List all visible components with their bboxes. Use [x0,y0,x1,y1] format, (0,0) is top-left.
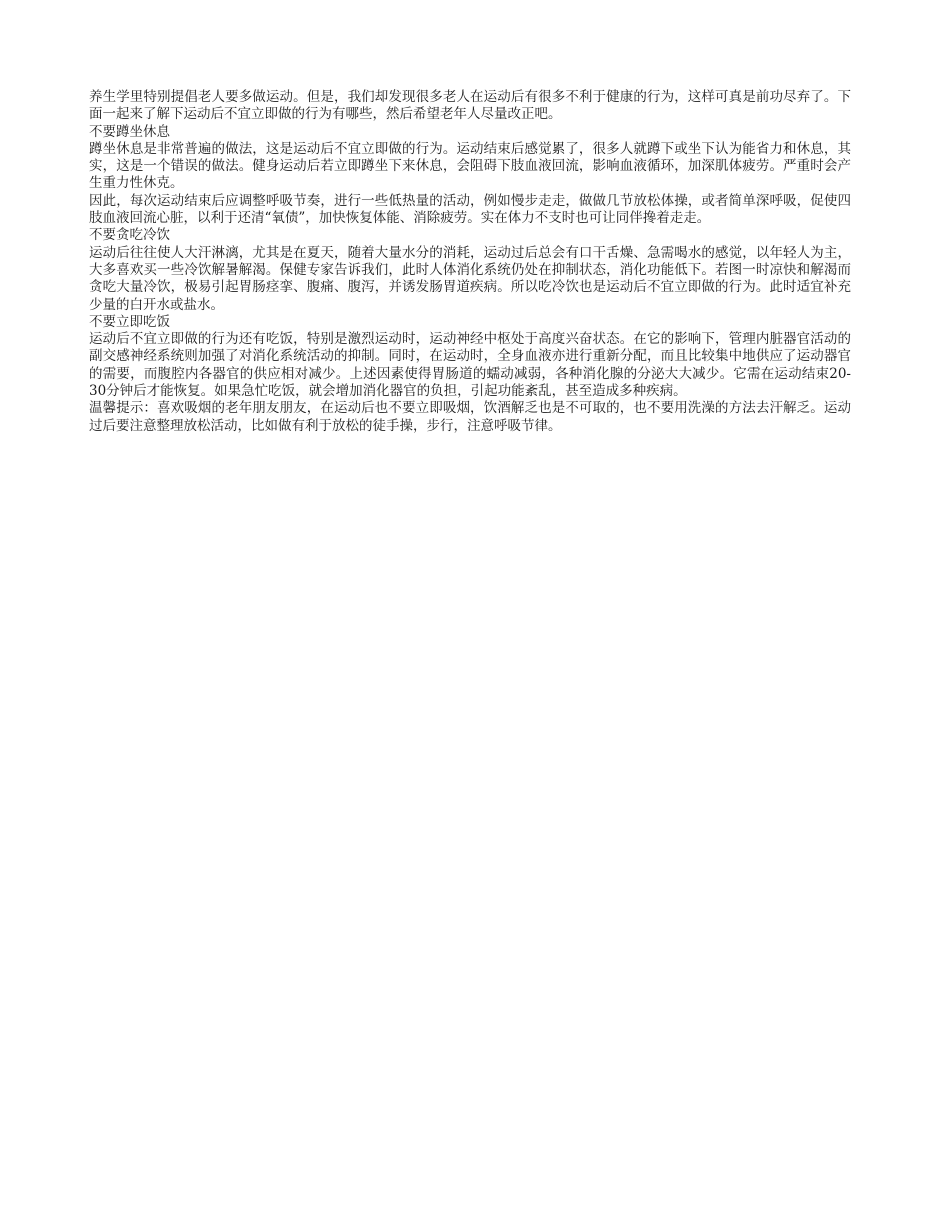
section-heading-no-cold-drinks: 不要贪吃冷饮 [89,227,170,244]
paragraph-squatting-harm: 蹲坐休息是非常普遍的做法，这是运动后不宜立即做的行为。运动结束后感觉累了，很多人就蹲下或坐下认为能省力和休息，其实，这是一个错误的做法。健身运动后若立即蹲坐下来休息，会阻碍下肢血液回流，影响血液循环，加深肌体疲劳。严重时会产生重力性休克。 [89,140,851,192]
paragraph-eating: 运动后不宜立即做的行为还有吃饭，特别是激烈运动时，运动神经中枢处于高度兴奋状态。在它的影响下，管理内脏器官活动的副交感神经系统则加强了对消化系统活动的抑制。同时，在运动时，全身血液亦进行重新分配，而且比较集中地供应了运动器官的需要，而腹腔内各器官的供应相对减少。上述因素使得胃肠道的蠕动减弱，各种消化腺的分泌大大减少。它需在运动结束20-30分钟后才能恢复。如果急忙吃饭，就会增加消化器官的负担，引起功能紊乱，甚至造成多种疾病。 [89,331,851,400]
section-heading-no-eating: 不要立即吃饭 [89,313,170,330]
section-heading-no-squatting: 不要蹲坐休息 [89,123,170,140]
paragraph-squatting-advice: 因此，每次运动结束后应调整呼吸节奏，进行一些低热量的活动，例如慢步走走，做做几节放松体操，或者简单深呼吸，促使四肢血液回流心脏，以利于还清“氧债”，加快恢复体能、消除疲劳。实在体力不支时也可让同伴搀着走走。 [89,192,851,227]
paragraph-cold-drinks: 运动后往往使人大汗淋漓，尤其是在夏天，随着大量水分的消耗，运动过后总会有口干舌燥、急需喝水的感觉，以年轻人为主，大多喜欢买一些冷饮解暑解渴。保健专家告诉我们，此时人体消化系统仍处在抑制状态，消化功能低下。若图一时凉快和解渴而贪吃大量冷饮，极易引起胃肠痉挛、腹痛、腹泻，并诱发肠胃道疾病。所以吃冷饮也是运动后不宜立即做的行为。此时适宜补充少量的白开水或盐水。 [89,244,851,313]
tip-paragraph: 温馨提示：喜欢吸烟的老年朋友朋友，在运动后也不要立即吸烟，饮酒解乏也是不可取的，也不要用洗澡的方法去汗解乏。运动过后要注意整理放松活动，比如做有利于放松的徒手操，步行，注意呼吸节律。 [89,400,851,434]
intro-paragraph: 养生学里特别提倡老人要多做运动。但是，我们却发现很多老人在运动后有很多不利于健康的行为，这样可真是前功尽弃了。下面一起来了解下运动后不宜立即做的行为有哪些，然后希望老年人尽量改正吧。 [89,89,851,123]
article-body [89,89,851,435]
